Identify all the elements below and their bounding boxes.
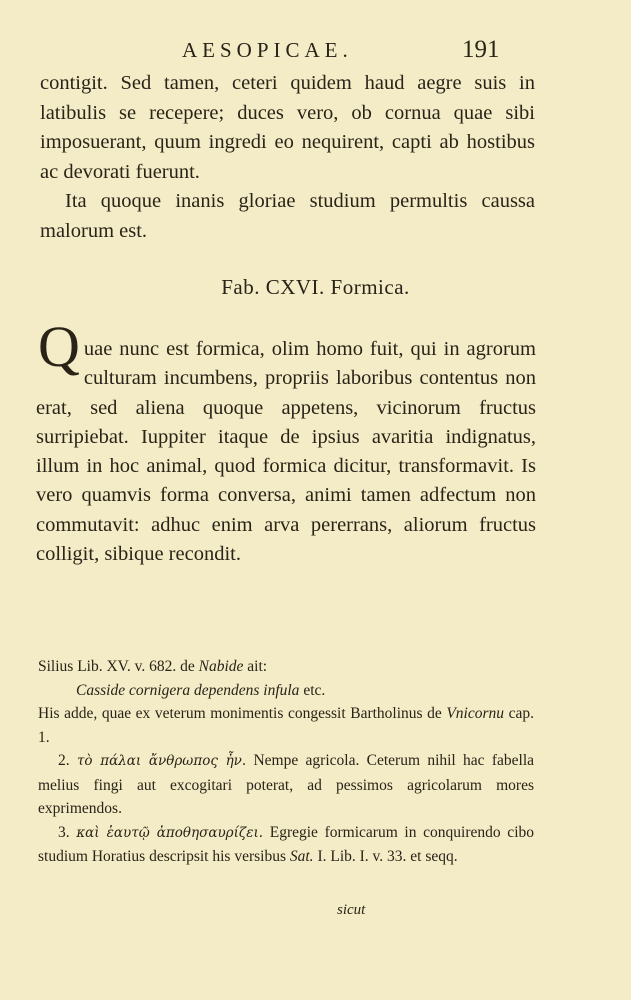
fable-text-block [36,314,536,569]
note1-cap: cap. 1. [38,705,534,746]
drop-cap: Q [38,314,80,379]
note1-intro: Silius Lib. XV. v. 682. de [38,658,199,675]
note1-ait: ait: [243,658,268,675]
note3-text: Egregie formicarum in conquirendo cibo studium Horatius descripsit his versibus [38,823,534,865]
footnote-3 [38,821,534,869]
note3-greek: καὶ ἑαυτῷ ἀποθησαυρίζει. [76,824,264,841]
moral-paragraph: Ita quoque inanis gloriae studium permultis caussa malorum est. [40,190,535,242]
catchword: sicut [337,902,366,918]
running-head: AESOPICAE. [182,38,353,62]
fable-title: Fab. CXVI. Formica. [221,275,410,299]
footnotes [38,655,534,869]
page-number: 191 [462,36,500,63]
page-header [0,36,631,66]
footnote-2 [38,749,534,821]
continuation-paragraph: contigit. Sed tamen, ceteri quidem haud aegre suis in latibulis se recepere; duces vero, ob cornua quae sibi imposuerant, quum ingredi eo nequirent, capti ab hostibus ac devorati fuerunt. [40,72,535,183]
note2-number: 2. [58,752,70,769]
note3-sat: Sat. [289,848,314,865]
note3-ref: I. Lib. I. v. 33. et seqq. [313,848,458,865]
note2-greek: τὸ πάλαι ἄνθρωπος ἦν. [76,753,247,769]
note1-reference: His adde, quae ex veterum monimentis congessit Bartholinus de [38,705,447,722]
note2-text: Nempe agricola. Ceterum nihil hac fabella melius fingi aut excogitari poterat, ad pessimos agricolarum mores exprimendos. [38,752,535,817]
fable-body: uae nunc est formica, olim homo fuit, qui in agrorum culturam incumbens, propriis laboribus contentus non erat, sed aliena quoque appetens, vicinorum fructus surripiebat. Iuppiter itaque de ipsius avaritia indignatus, illum in hoc animal, quod formica dicitur, transformavit. Is vero quamvis forma conversa, animi tamen adfectum non commutavit: adhuc enim arva pererrans, aliorum fructus colligit, sibique recondit. [36,338,536,566]
note3-number: 3. [58,823,70,841]
continuation-text [40,69,535,246]
note1-name: Nabide [198,658,244,675]
note1-etc: etc. [299,681,326,699]
footnote-1 [38,655,534,749]
note1-quote: Casside cornigera dependens infula [76,681,300,699]
note1-work: Vnicornu [446,705,505,722]
